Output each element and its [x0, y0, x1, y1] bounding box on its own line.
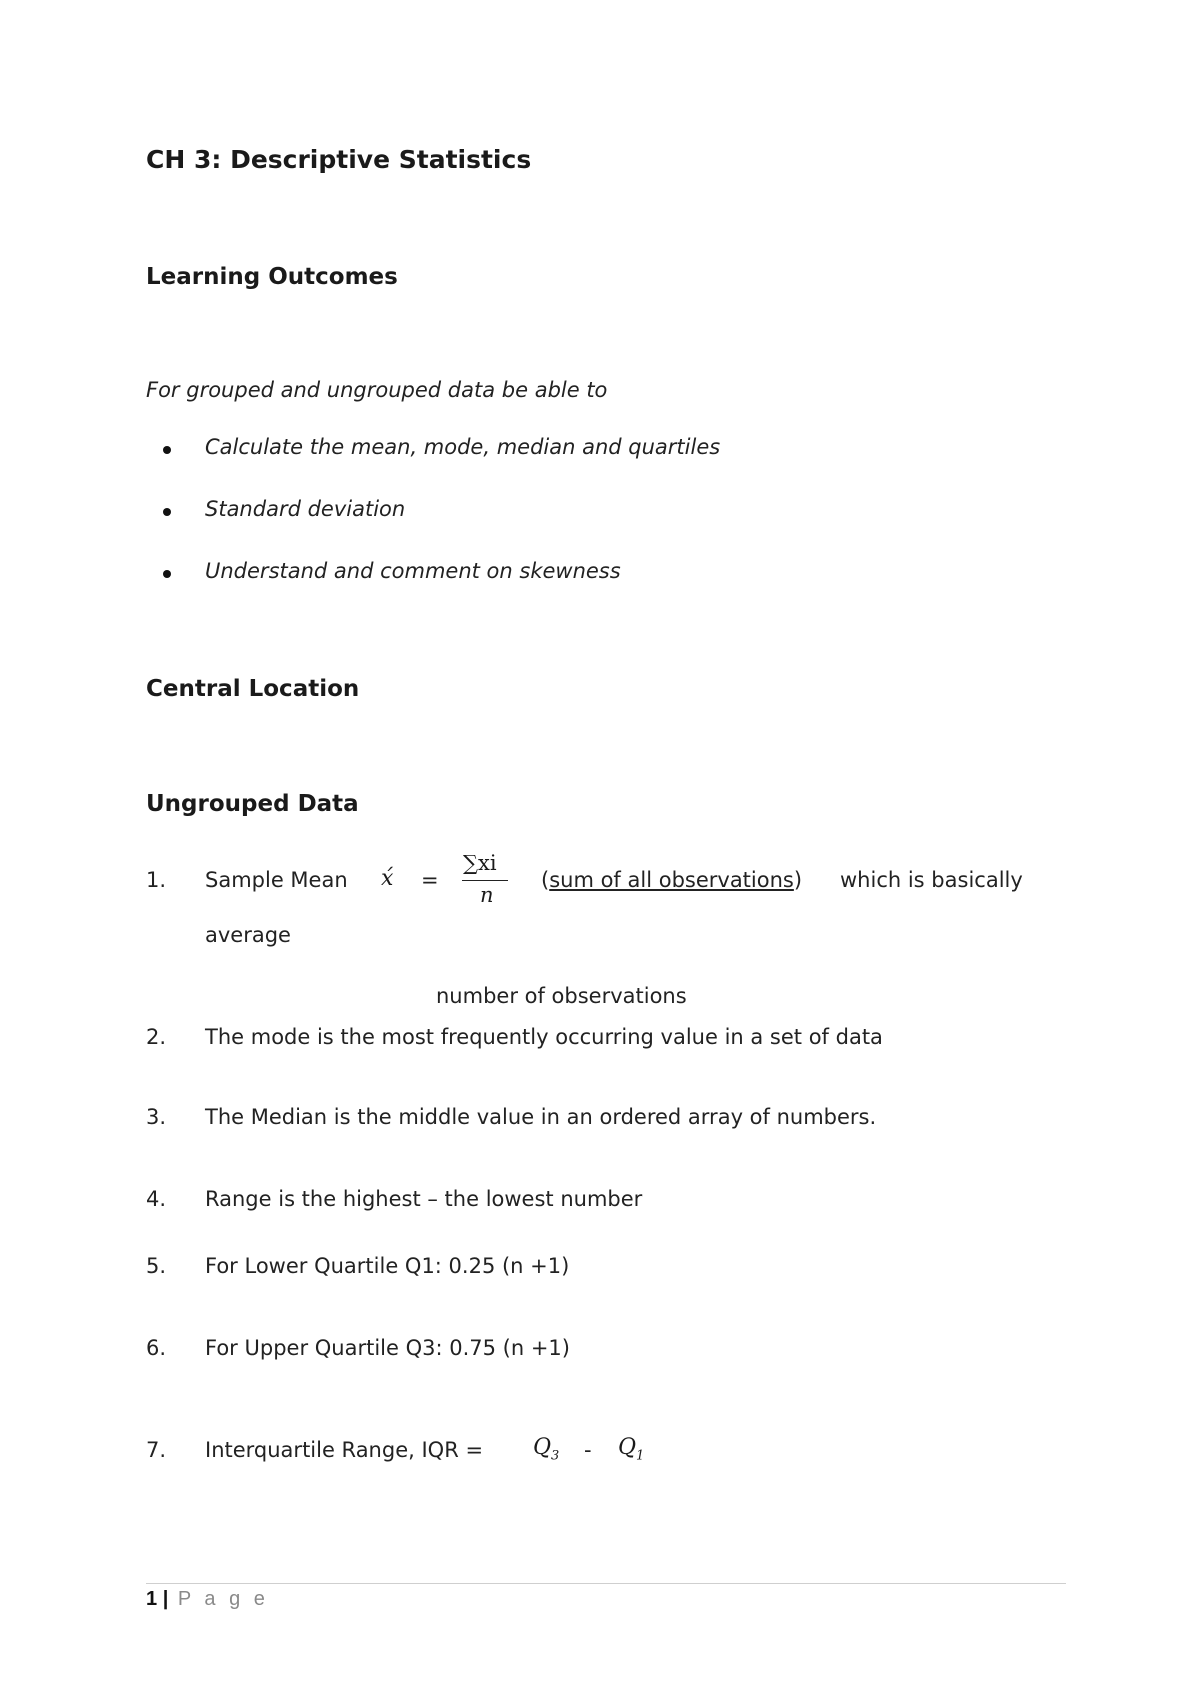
mean-description: (sum of all observations) [541, 868, 803, 892]
bullet-icon [163, 570, 171, 578]
item-number: 1. [146, 868, 167, 892]
item-number: 6. [146, 1336, 167, 1360]
sample-mean-label: Sample Mean [205, 868, 348, 892]
mean-continuation: average [205, 923, 291, 947]
page-title: CH 3: Descriptive Statistics [146, 145, 532, 174]
iqr-label: Interquartile Range, IQR = [205, 1438, 484, 1462]
item-number: 4. [146, 1187, 167, 1211]
footer-separator: | [162, 1588, 169, 1610]
bullet-icon [163, 508, 171, 516]
list-item: The mode is the most frequently occurring value in a set of data [205, 1025, 883, 1049]
list-item: Understand and comment on skewness [205, 559, 621, 583]
page-label: P a g e [177, 1588, 269, 1610]
central-location-heading: Central Location [146, 676, 360, 702]
list-item: For Upper Quartile Q3: 0.75 (n +1) [205, 1336, 570, 1360]
q1-symbol: $Q_1$ [618, 1435, 645, 1464]
minus-sign: - [584, 1438, 592, 1462]
fraction-denominator: n [480, 883, 494, 907]
page-number: 1 [146, 1588, 158, 1610]
page-footer [146, 1588, 269, 1611]
list-item: For Lower Quartile Q1: 0.25 (n +1) [205, 1254, 570, 1278]
item-number: 7. [146, 1438, 167, 1462]
q3-symbol: $Q_3$ [533, 1435, 560, 1464]
list-item: Standard deviation [205, 497, 406, 521]
learning-outcomes-heading: Learning Outcomes [146, 264, 398, 290]
item-number: 5. [146, 1254, 167, 1278]
fraction-bar [462, 880, 508, 881]
equals-sign: = [421, 868, 439, 892]
list-item: Calculate the mean, mode, median and quartiles [205, 435, 721, 459]
learning-outcomes-intro: For grouped and ungrouped data be able to [146, 378, 608, 402]
ungrouped-data-heading: Ungrouped Data [146, 791, 359, 817]
item-number: 3. [146, 1105, 167, 1129]
mean-denominator-text: number of observations [436, 984, 687, 1008]
mean-suffix: which is basically [840, 868, 1023, 892]
footer-divider [146, 1583, 1066, 1584]
item-number: 2. [146, 1025, 167, 1049]
x-bar-symbol: x́ [381, 866, 394, 891]
fraction-numerator: ∑xi [463, 851, 497, 875]
list-item: The Median is the middle value in an ordered array of numbers. [205, 1105, 877, 1129]
bullet-icon [163, 446, 171, 454]
list-item: Range is the highest – the lowest number [205, 1187, 643, 1211]
